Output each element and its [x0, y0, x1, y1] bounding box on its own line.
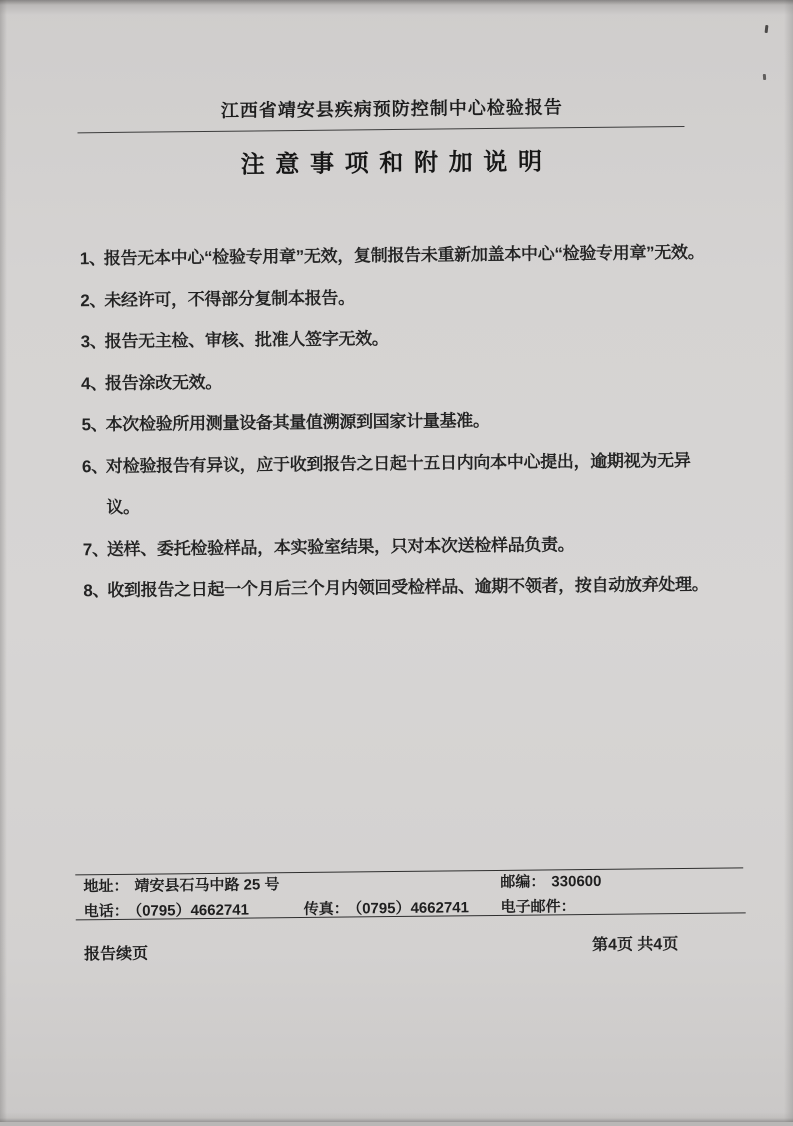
note-item-4: [81, 356, 721, 404]
note-item-2: [80, 273, 720, 321]
fax-value: （0795）4662741: [354, 899, 470, 918]
email-label: 电子邮件：: [500, 898, 576, 916]
note-text: 对检验报告有异议，应于收到报告之日起十五日内向本中心提出，逾期视为无异议。: [105, 450, 691, 518]
header-divider: [77, 126, 684, 133]
note-text: 收到报告之日起一个月后三个月内领回受检样品、逾期不领者，按自动放弃处理。: [107, 574, 709, 601]
phone-label: 电话：: [83, 902, 129, 921]
address-field: [83, 873, 279, 896]
note-item-6: [82, 439, 723, 529]
note-text: 未经许可，不得部分复制本报告。: [104, 287, 355, 310]
postcode-field: [500, 870, 601, 892]
note-number: 5、: [81, 415, 108, 435]
note-number: 6、: [81, 456, 108, 476]
note-text: 本次检验所用测量设备其量值溯源到国家计量基准。: [105, 411, 490, 435]
address-value: 靖安县石马中路 25 号: [134, 876, 280, 895]
report-continuation-label: 报告续页: [84, 945, 149, 964]
note-number: 3、: [80, 332, 107, 352]
note-number: 2、: [80, 290, 107, 310]
report-header-title: 江西省靖安县疾病预防控制中心检验报告: [220, 97, 563, 121]
fax-label: 传真：: [303, 900, 349, 918]
note-item-5: [81, 398, 721, 446]
note-number: 4、: [81, 373, 108, 393]
note-number: 8、: [83, 581, 110, 601]
notes-list: [80, 232, 724, 612]
note-item-3: [80, 315, 720, 363]
note-text: 报告涂改无效。: [105, 372, 223, 393]
note-item-8: [83, 564, 723, 612]
note-number: 1、: [79, 249, 106, 269]
note-text: 报告无本中心“检验专用章”无效，复制报告未重新加盖本中心“检验专用章”无效。: [103, 242, 705, 269]
address-label: 地址：: [83, 877, 129, 896]
section-title: 注 意 事 项 和 附 加 说 明: [240, 148, 545, 179]
note-item-1: [80, 232, 720, 280]
note-text: 送样、委托检验样品，本实验室结果，只对本次送检样品负责。: [106, 534, 575, 559]
note-number: 7、: [82, 539, 109, 559]
note-text: 报告无主检、审核、批准人签字无效。: [104, 329, 389, 352]
scan-speck: [763, 74, 766, 80]
postcode-value: 330600: [551, 872, 602, 891]
phone-value: （0795）4662741: [134, 901, 250, 920]
page-number: 第4页 共4页: [591, 936, 679, 954]
note-item-7: [83, 522, 723, 570]
postcode-label: 邮编：: [500, 873, 546, 891]
